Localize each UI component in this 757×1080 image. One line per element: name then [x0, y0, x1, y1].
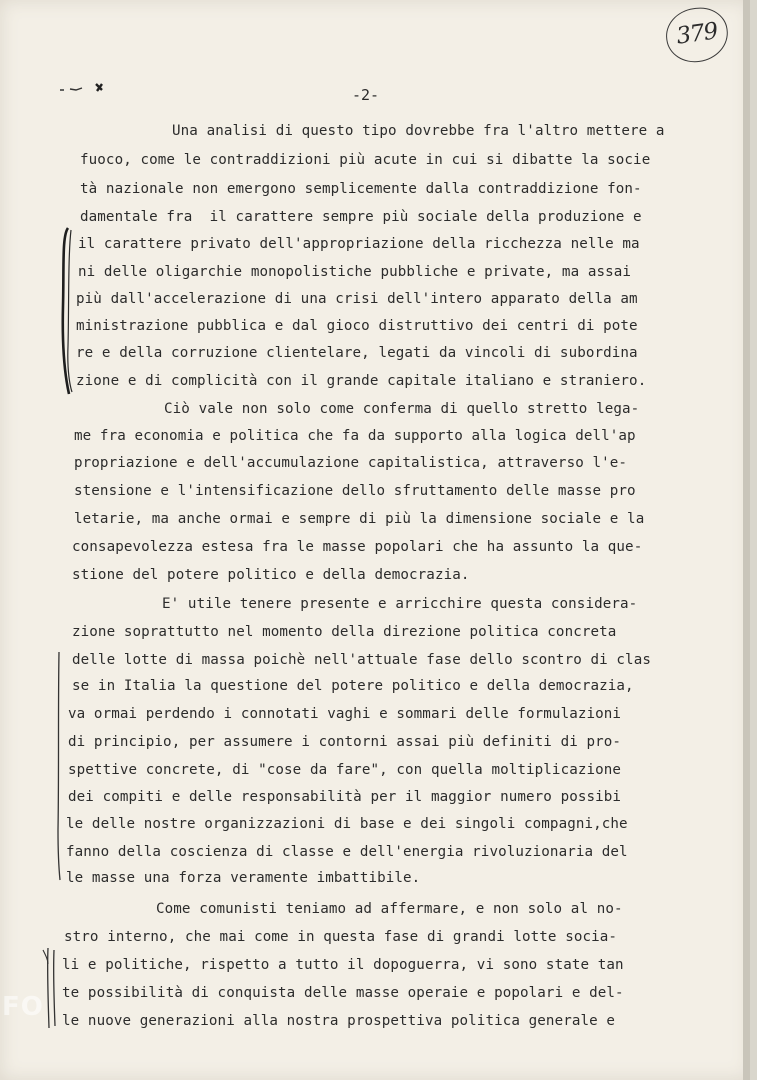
text-line: le masse una forza veramente imbattibile.	[66, 870, 421, 886]
text-line: le nuove generazioni alla nostra prospettiva politica generale e	[62, 1013, 616, 1029]
text-line: ministrazione pubblica e dal gioco distruttivo dei centri di pote	[76, 318, 638, 334]
page-number: -2-	[352, 86, 380, 104]
margin-bracket-1	[56, 226, 76, 398]
page-edge	[743, 0, 750, 1080]
text-line: fanno della coscienza di classe e dell'energia rivoluzionaria del	[66, 844, 628, 860]
text-line: tà nazionale non emergono semplicemente dalla contraddizione fon-	[80, 181, 642, 197]
text-line: damentale fra il carattere sempre più sociale della produzione e	[80, 209, 642, 225]
text-line: fuoco, come le contraddizioni più acute in cui si dibatte la socie	[80, 152, 651, 168]
text-line: spettive concrete, di "cose da fare", con quella moltiplicazione	[68, 762, 622, 778]
text-line: stione del potere politico e della democrazia.	[72, 567, 470, 583]
text-line: Ciò vale non solo come conferma di quello stretto lega-	[164, 401, 640, 417]
text-line: letarie, ma anche ormai e sempre di più la dimensione sociale e la	[74, 511, 645, 527]
text-line: zione soprattutto nel momento della direzione politica concreta	[72, 624, 617, 640]
text-line: va ormai perdendo i connotati vaghi e sommari delle formulazioni	[68, 706, 622, 722]
text-line: Una analisi di questo tipo dovrebbe fra l'altro mettere a	[172, 123, 665, 139]
text-line: E' utile tenere presente e arricchire questa considera-	[162, 596, 638, 612]
text-line: te possibilità di conquista delle masse operaie e popolari e del-	[62, 985, 624, 1001]
text-line: delle lotte di massa poichè nell'attuale fase dello scontro di clas	[72, 652, 651, 668]
text-line: me fra economia e politica che fa da supporto alla logica dell'ap	[74, 428, 636, 444]
margin-bracket-2	[52, 650, 66, 882]
text-line: ni delle oligarchie monopolistiche pubbliche e private, ma assai	[78, 264, 632, 280]
text-line: dei compiti e delle responsabilità per il maggior numero possibi	[68, 789, 622, 805]
archive-page-number-stamp: 379	[663, 4, 732, 66]
text-line: zione e di complicità con il grande capitale italiano e straniero.	[76, 373, 647, 389]
text-line: stro interno, che mai come in questa fase di grandi lotte socia-	[64, 929, 618, 945]
text-line: di principio, per assumere i contorni assai più definiti di pro-	[68, 734, 622, 750]
text-line: re e della corruzione clientelare, legati da vincoli di subordina	[76, 345, 638, 361]
archive-watermark: FO	[2, 992, 44, 1022]
text-line: il carattere privato dell'appropriazione della ricchezza nelle ma	[78, 236, 640, 252]
text-line: Come comunisti teniamo ad affermare, e non solo al no-	[156, 901, 623, 917]
text-line: più dall'accelerazione di una crisi dell'intero apparato della am	[76, 291, 638, 307]
ink-mark-icon	[58, 78, 118, 98]
text-line: consapevolezza estesa fra le masse popolari che ha assunto la que-	[72, 539, 643, 555]
text-line: li e politiche, rispetto a tutto il dopoguerra, vi sono state tan	[62, 957, 624, 973]
text-line: propriazione e dell'accumulazione capitalistica, attraverso l'e-	[74, 455, 628, 471]
text-line: stensione e l'intensificazione dello sfruttamento delle masse pro	[74, 483, 636, 499]
text-line: se in Italia la questione del potere politico e della democrazia,	[72, 678, 634, 694]
text-line: le delle nostre organizzazioni di base e dei singoli compagni,che	[66, 816, 628, 832]
